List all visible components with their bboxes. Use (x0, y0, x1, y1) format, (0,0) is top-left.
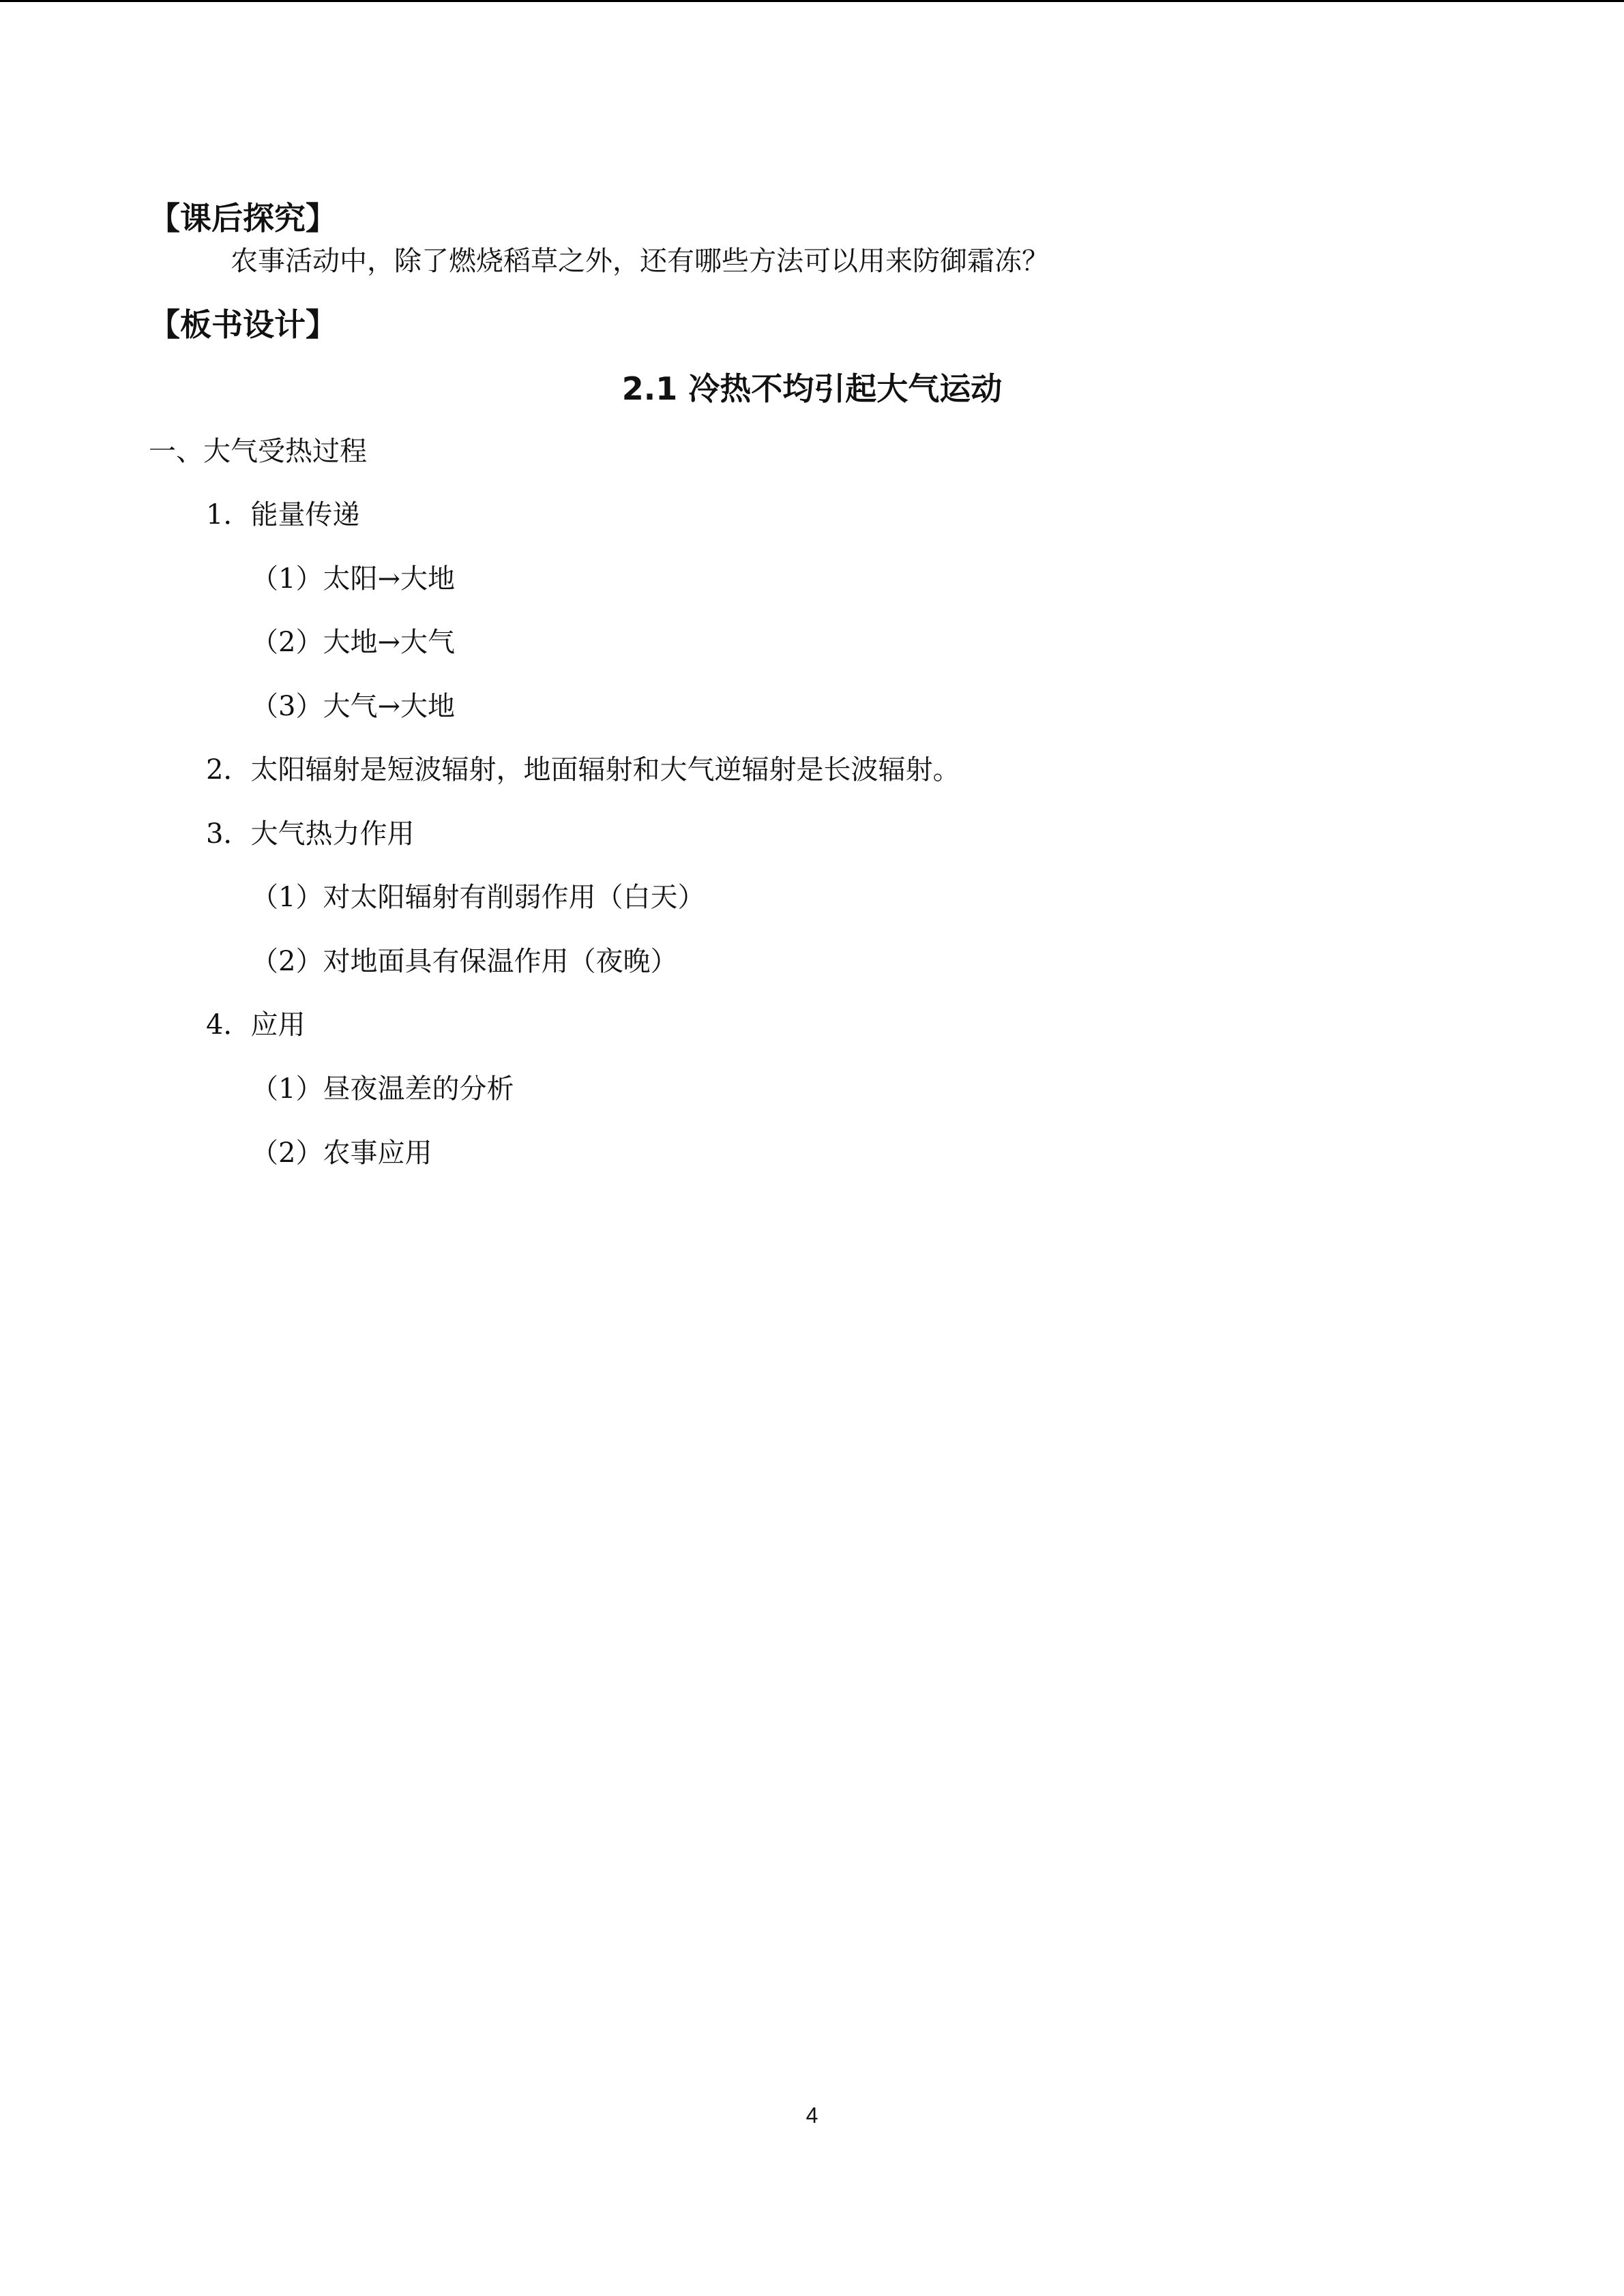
top-border-line (0, 0, 1624, 2)
item-1-sub-3: （3）大气→大地 (251, 691, 455, 722)
after-class-heading: 【课后探究】 (149, 200, 337, 237)
item-2-label: 2．太阳辐射是短波辐射，地面辐射和大气逆辐射是长波辐射。 (206, 754, 960, 786)
board-design-heading: 【板书设计】 (149, 306, 337, 343)
board-title: 2.1 冷热不均引起大气运动 (621, 370, 1003, 407)
item-4-label: 4．应用 (206, 1009, 306, 1041)
section-heading: 一、大气受热过程 (149, 436, 367, 467)
item-3-label: 3．大气热力作用 (206, 818, 415, 850)
item-3-sub-2: （2）对地面具有保温作用（夜晚） (251, 946, 678, 977)
item-1-sub-2: （2）大地→大气 (251, 627, 455, 658)
item-4-sub-1: （1）昼夜温差的分析 (251, 1073, 514, 1105)
item-1-sub-1: （1）太阳→大地 (251, 563, 455, 595)
item-4-sub-2: （2）农事应用 (251, 1137, 432, 1169)
item-1-label: 1．能量传递 (206, 499, 360, 531)
page-number: 4 (806, 2103, 818, 2128)
after-class-question: 农事活动中，除了燃烧稻草之外，还有哪些方法可以用来防御霜冻？ (231, 245, 1049, 277)
item-3-sub-1: （1）对太阳辐射有削弱作用（白天） (251, 882, 705, 913)
